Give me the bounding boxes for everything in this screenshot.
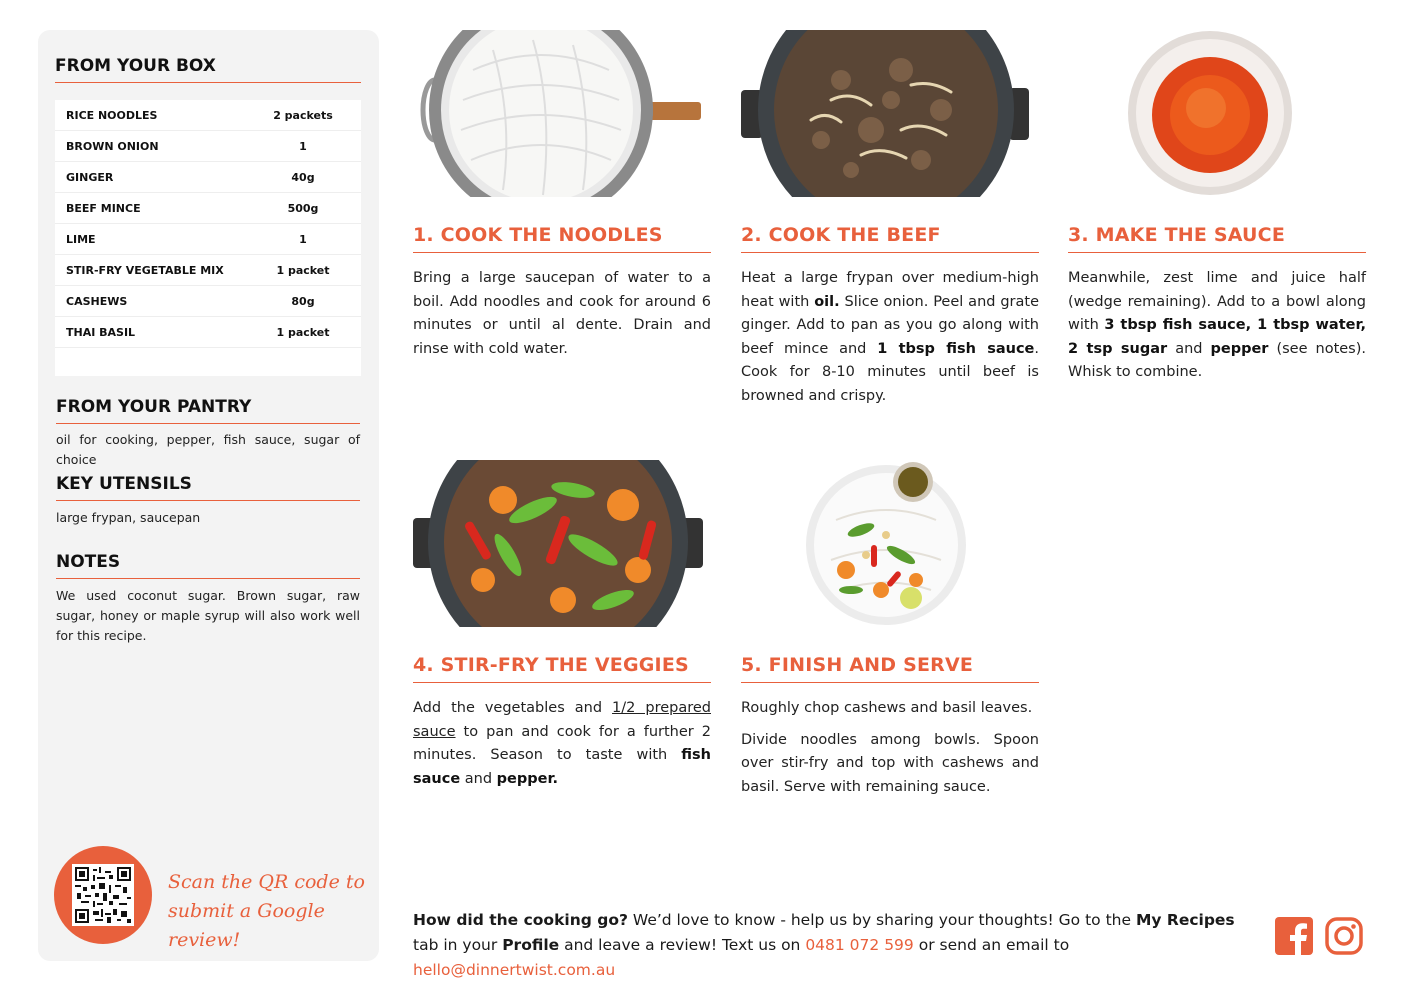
- step-2-text-part: Slice onion. Peel and grate ginger. Add to pan as you go along with beef mince and: [741, 293, 1039, 357]
- ingredient-qty: 2 packets: [273, 108, 333, 122]
- qr-code[interactable]: [72, 864, 134, 926]
- footer-profile: Profile: [502, 936, 560, 954]
- footer-question: How did the cooking go?: [413, 911, 628, 929]
- ingredient-qty: 1: [299, 139, 307, 153]
- ingredient-row: [55, 193, 361, 224]
- footer-text: or send an email to: [913, 936, 1070, 954]
- step-2-text-bold: oil.: [814, 293, 840, 310]
- qr-badge: [54, 846, 152, 944]
- step-1-text: Bring a large saucepan of water to a boil. Add noodles and cook for around 6 minutes or until al dente. Drain and rinse with cold water.: [413, 270, 711, 357]
- ingredient-name: THAI BASIL: [66, 325, 136, 339]
- ingredient-row: [55, 317, 361, 348]
- step-4-text-part: to pan and cook for a further 2 minutes. Season to taste with: [413, 723, 711, 763]
- utensils-text: large frypan, saucepan: [56, 510, 201, 525]
- ingredient-row: [55, 286, 361, 317]
- pantry-text: oil for cooking, pepper, fish sauce, sugar of choice: [56, 432, 360, 467]
- step-2-text-bold: 1 tbsp fish sauce: [877, 340, 1035, 357]
- ingredient-row: [55, 255, 361, 286]
- step-4-text-bold: pepper.: [496, 770, 559, 787]
- footer-text: tab in your: [413, 936, 503, 954]
- qr-caption: [168, 868, 368, 955]
- footer-phone-link[interactable]: 0481 072 599: [805, 936, 914, 954]
- step-5-paragraph: Roughly chop cashews and basil leaves.: [741, 700, 1033, 716]
- ingredient-qty: 1: [299, 232, 307, 246]
- footer-text: and leave a review! Text us on: [559, 936, 806, 954]
- ingredient-row: [55, 224, 361, 255]
- step-3-text-part: (see notes). Whisk to combine.: [1068, 340, 1366, 380]
- footer-text: We’d love to know - help us by sharing your thoughts! Go to the: [627, 911, 1136, 929]
- ingredient-qty: 80g: [291, 294, 315, 308]
- review-footer: [413, 908, 1253, 983]
- step-4-text: [413, 697, 711, 791]
- step-3-text-part: Meanwhile, zest lime and juice half (wedge remaining). Add to a bowl along with: [1068, 270, 1366, 333]
- ingredient-qty: 1 packet: [276, 263, 330, 277]
- step-2-title: 2. COOK THE BEEF: [741, 224, 1039, 253]
- step-4-text-part: and: [460, 770, 497, 787]
- notes-heading: NOTES: [56, 552, 360, 579]
- step-4-text-underline: 1/2 prepared sauce: [413, 700, 711, 740]
- step-3-title: 3. MAKE THE SAUCE: [1068, 224, 1366, 253]
- ingredient-qty: 1 packet: [276, 325, 330, 339]
- step-2-text-part: Heat a large frypan over medium-high heat with: [741, 270, 1039, 310]
- utensils-heading: KEY UTENSILS: [56, 474, 360, 501]
- ingredients-sidebar: [38, 30, 379, 961]
- ingredient-qty: 40g: [291, 170, 315, 184]
- ingredient-name: BEEF MINCE: [66, 201, 141, 215]
- step-1-title: 1. COOK THE NOODLES: [413, 224, 711, 253]
- instagram-icon[interactable]: [1325, 917, 1363, 955]
- ingredient-name: CASHEWS: [66, 294, 128, 308]
- step-2-text-part: . Cook for 8-10 minutes until beef is browned and crispy.: [741, 340, 1039, 404]
- ingredients-table: [55, 100, 361, 376]
- step-3-text-part: and: [1167, 340, 1211, 357]
- noodles-photo: [413, 30, 711, 197]
- veggies-photo: [413, 460, 711, 627]
- box-heading: FROM YOUR BOX: [55, 56, 361, 83]
- step-3-text-bold: pepper: [1210, 340, 1269, 357]
- beef-photo: [741, 30, 1039, 197]
- step-5-paragraph: Divide noodles among bowls. Spoon over stir-fry and top with cashews and basil. Serve with remaining sauce.: [741, 731, 1039, 795]
- ingredient-name: RICE NOODLES: [66, 108, 158, 122]
- step-3-text: [1068, 267, 1366, 385]
- qr-caption-line: submit a Google review!: [168, 900, 325, 951]
- pantry-heading: FROM YOUR PANTRY: [56, 397, 360, 424]
- step-5-text: [741, 697, 1039, 799]
- ingredient-row: [55, 131, 361, 162]
- footer-email-link[interactable]: hello@dinnertwist.com.au: [413, 961, 616, 979]
- ingredient-name: GINGER: [66, 170, 114, 184]
- step-5-title: 5. FINISH AND SERVE: [741, 654, 1039, 683]
- ingredient-row: [55, 162, 361, 193]
- serve-photo: [741, 460, 1039, 627]
- ingredient-name: LIME: [66, 232, 96, 246]
- step-4-title: 4. STIR-FRY THE VEGGIES: [413, 654, 711, 683]
- step-4-text-part: Add the vegetables and: [413, 700, 613, 716]
- step-3-text-bold: 3 tbsp fish sauce, 1 tbsp water, 2 tsp sugar: [1068, 317, 1366, 357]
- step-4-text-bold: fish sauce: [413, 747, 711, 787]
- ingredient-qty: 500g: [287, 201, 319, 215]
- ingredient-name: BROWN ONION: [66, 139, 159, 153]
- ingredient-name: STIR-FRY VEGETABLE MIX: [66, 263, 224, 277]
- qr-caption-line: Scan the QR code to: [168, 871, 365, 893]
- footer-my-recipes: My Recipes: [1135, 911, 1235, 929]
- step-2-text: [741, 267, 1039, 408]
- ingredient-row: [55, 100, 361, 131]
- sauce-photo: [1068, 30, 1366, 197]
- facebook-icon[interactable]: [1275, 917, 1313, 955]
- notes-text: We used coconut sugar. Brown sugar, raw sugar, honey or maple syrup will also work well for this recipe.: [56, 588, 360, 643]
